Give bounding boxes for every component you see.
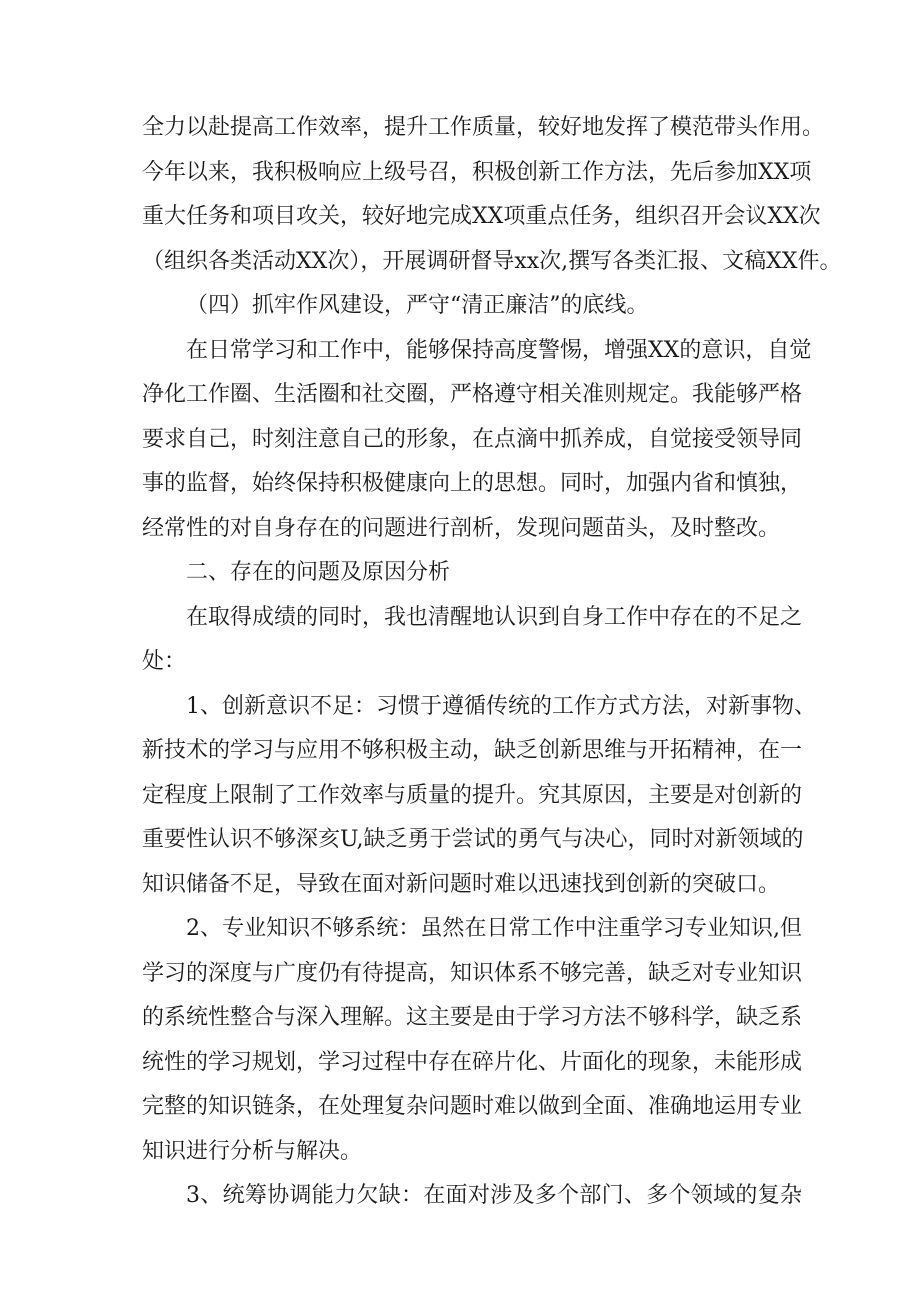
paragraph-line: 3、统筹协调能力欠缺：在面对涉及多个部门、多个领域的复杂 [186,1183,802,1208]
paragraph-line: 定程度上限制了工作效率与质量的提升。究其原因，主要是对创新的 [142,782,803,808]
paragraph-line: 学习的深度与广度仍有待提高，知识体系不够完善，缺乏对专业知识 [142,960,803,986]
paragraph-line: 今年以来，我积极响应上级号召，积极创新工作方法，先后参加XX项 [142,159,812,185]
paragraph-line: 统性的学习规划，学习过程中存在碎片化、片面化的现象，未能形成 [142,1049,803,1075]
paragraph-line: 2、专业知识不够系统：虽然在日常工作中注重学习专业知识,但 [186,916,802,941]
paragraph-line: 净化工作圈、生活圈和社交圈，严格遵守相关准则规定。我能够严格 [142,382,803,407]
paragraph-line: 完整的知识链条，在处理复杂问题时难以做到全面、准确地运用专业 [142,1094,803,1119]
paragraph-line: 新技术的学习与应用不够积极主动，缺乏创新思维与开拓精神，在一 [142,738,803,763]
paragraph-line: 事的监督，始终保持积极健康向上的思想。同时，加强内省和慎独， [142,471,803,496]
paragraph-line: 重要性认识不够深亥U,缺乏勇于尝试的勇气与决心，同时对新领域的 [142,827,804,852]
paragraph-line: 在日常学习和工作中，能够保持高度警惕，增强XX的意识，自觉 [186,337,812,363]
paragraph-line: 1、创新意识不足：习惯于遵循传统的工作方式方法，对新事物、 [186,693,816,719]
section-heading-line: （四）抓牢作风建设，严守“清正廉洁”的底线。 [186,293,649,318]
paragraph-line: 处： [142,649,187,674]
paragraph-line: 在取得成绩的同时，我也清醒地认识到自身工作中存在的不足之 [186,604,803,630]
paragraph-line: 要求自己，时刻注意自己的形象，在点滴中抓养成，自觉接受领导同 [142,426,803,452]
section-heading-line: 二、存在的问题及原因分析 [186,560,451,585]
paragraph-line: （组织各类活动XX次），开展调研督导xx次,撰写各类汇报、文稿XX件。 [142,248,842,274]
paragraph-line: 重大任务和项目攻关，较好地完成XX项重点任务，组织召开会议XX次 [142,204,821,229]
paragraph-line: 经常性的对自身存在的问题进行剖析，发现问题苗头，及时整改。 [142,515,781,541]
paragraph-line: 全力以赴提高工作效率，提升工作质量，较好地发挥了模范带头作用。 [142,115,825,140]
paragraph-line: 的系统性整合与深入理解。这主要是由于学习方法不够科学，缺乏系 [142,1005,803,1030]
paragraph-line: 知识储备不足，导致在面对新问题时难以迅速找到创新的突破口。 [142,871,781,897]
document-body [142,106,842,1219]
paragraph-line: 知识进行分析与解决。 [142,1138,363,1164]
